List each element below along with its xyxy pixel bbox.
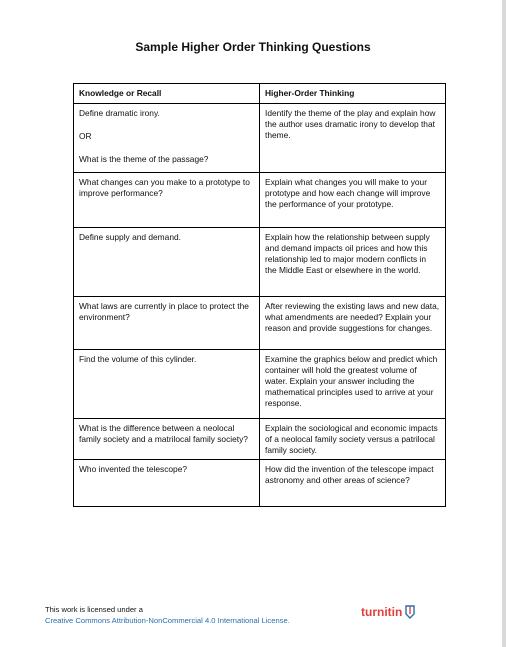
recall-cell: Find the volume of this cylinder. bbox=[74, 350, 260, 419]
questions-table bbox=[73, 83, 446, 507]
higher-order-cell: Examine the graphics below and predict which container will hold the greatest volume of water. Explain your answer including the mathematical principles used to arrive at your response. bbox=[260, 350, 446, 419]
logo-text: turnitin bbox=[361, 605, 403, 619]
table-header-row bbox=[74, 84, 446, 104]
license-link[interactable]: Creative Commons Attribution-NonCommercial 4.0 International License. bbox=[45, 616, 290, 625]
column-header-recall: Knowledge or Recall bbox=[74, 84, 260, 104]
recall-cell: Who invented the telescope? bbox=[74, 460, 260, 507]
recall-cell: What laws are currently in place to protect the environment? bbox=[74, 297, 260, 350]
license-note bbox=[45, 604, 290, 626]
column-header-higher-order: Higher-Order Thinking bbox=[260, 84, 446, 104]
table-row bbox=[74, 419, 446, 460]
recall-cell: What changes can you make to a prototype to improve performance? bbox=[74, 173, 260, 228]
page-title: Sample Higher Order Thinking Questions bbox=[135, 40, 371, 54]
recall-cell bbox=[74, 104, 260, 173]
table-row bbox=[74, 460, 446, 507]
higher-order-cell: Explain what changes you will make to your prototype and how each change will improve the performance of your prototype. bbox=[260, 173, 446, 228]
page-edge-shadow bbox=[502, 0, 506, 647]
recall-text: What is the theme of the passage? bbox=[79, 154, 209, 164]
recall-cell: What is the difference between a neolocal family society and a matrilocal family society? bbox=[74, 419, 260, 460]
turnitin-mark-icon bbox=[404, 605, 416, 619]
higher-order-cell: Identify the theme of the play and explain how the author uses dramatic irony to develop that theme. bbox=[260, 104, 446, 173]
higher-order-cell: After reviewing the existing laws and new data, what amendments are needed? Explain your reason and provide suggestions for changes. bbox=[260, 297, 446, 350]
table-row bbox=[74, 228, 446, 297]
table-row bbox=[74, 173, 446, 228]
higher-order-cell: How did the invention of the telescope impact astronomy and other areas of science? bbox=[260, 460, 446, 507]
higher-order-cell: Explain how the relationship between supply and demand impacts oil prices and how this relationship led to major modern conflicts in the Middle East or elsewhere in the world. bbox=[260, 228, 446, 297]
recall-cell: Define supply and demand. bbox=[74, 228, 260, 297]
table-row bbox=[74, 297, 446, 350]
recall-text: OR bbox=[79, 131, 92, 141]
recall-text: Define dramatic irony. bbox=[79, 108, 160, 118]
table-row bbox=[74, 350, 446, 419]
higher-order-cell: Explain the sociological and economic impacts of a neolocal family society versus a patrilocal family society. bbox=[260, 419, 446, 460]
license-text: This work is licensed under a bbox=[45, 605, 143, 614]
table-row bbox=[74, 104, 446, 173]
turnitin-logo bbox=[361, 605, 416, 619]
